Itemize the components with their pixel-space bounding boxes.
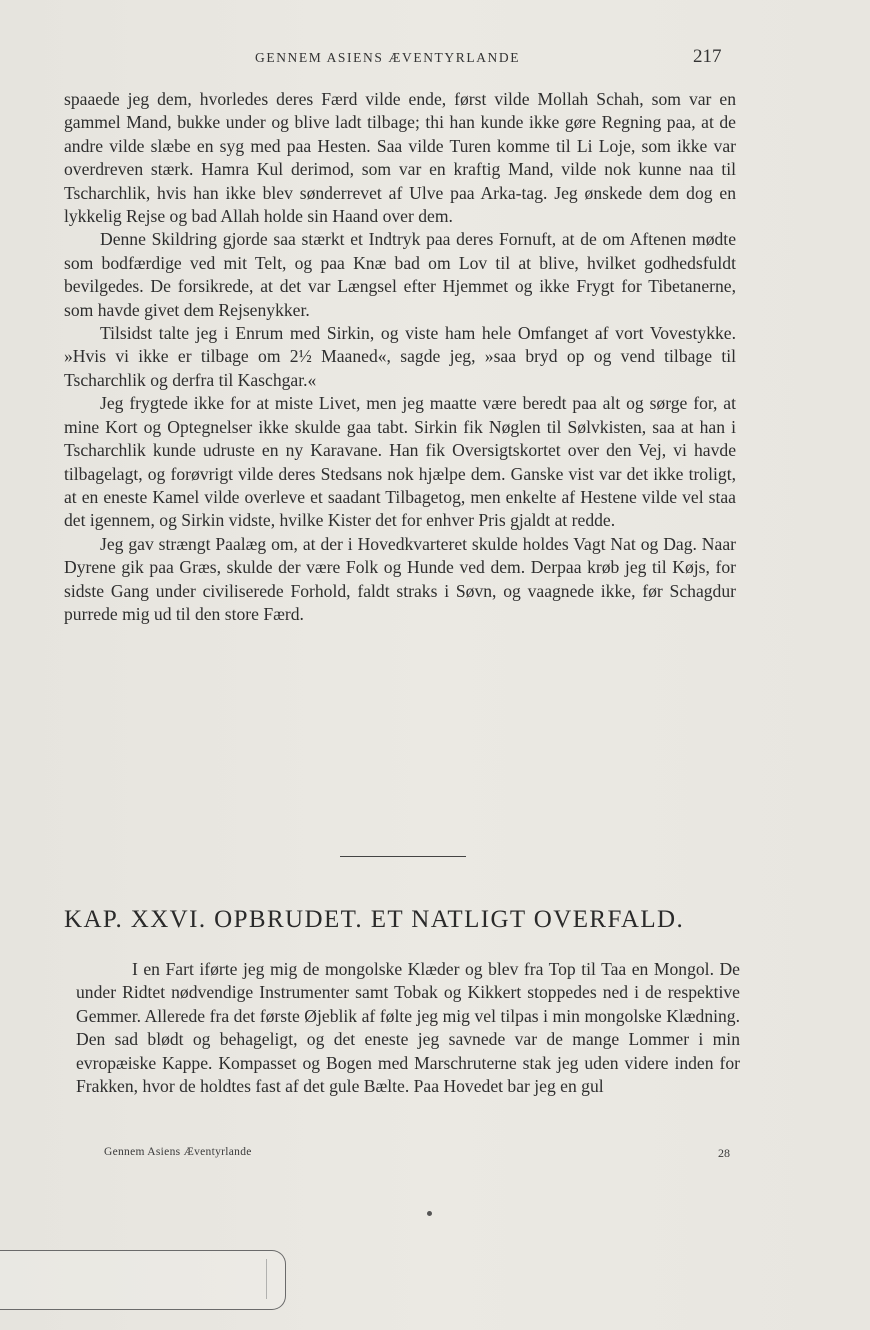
- paragraph: I en Fart iførte jeg mig de mongolske Klæder og blev fra Top til Taa en Mongol. De under Ridtet nødvendige Instrumenter samt Tobak og Kikkert stoppedes ned i de respektive Gemmer. Allerede fra det første Øjeblik af følte jeg mig vel tilpas i min mongolske Klædning. Den sad blødt og behageligt, og det eneste jeg savnede var de mange Lommer i min evropæiske Kappe. Kompasset og Bogen med Marschruterne stak jeg uden videre inden for Frakken, hvor de holdtes fast af det gule Bælte. Paa Hovedet bar jeg en gul: [76, 959, 740, 1097]
- running-head: [0, 46, 870, 70]
- signature-title: Gennem Asiens Æventyrlande: [104, 1146, 252, 1158]
- printer-signature: [0, 1146, 870, 1166]
- chapter-heading: KAP. XXVI. OPBRUDET. ET NATLIGT OVERFALD.: [64, 906, 685, 933]
- page-number: 217: [693, 46, 722, 67]
- paragraph: Jeg gav strængt Paalæg om, at der i Hovedkvarteret skulde holdes Vagt Nat og Dag. Naar Dyrene gik paa Græs, skulde der være Folk og Hunde ved dem. Derpaa krøb jeg til Køjs, for sidste Gang under civiliserede Forhold, faldt straks i Søvn, og vaagnede ikke, før Schagdur purrede mig ud til den store Færd.: [64, 533, 736, 624]
- paragraph: spaaede jeg dem, hvorledes deres Færd vilde ende, først vilde Mollah Schah, som var en gammel Mand, bukke under og blive ladt tilbage; thi han kunde ikke gøre Regning paa, at de andre vilde slæbe en syg med paa Hesten. Saa vilde Turen komme til Li Loje, som ikke var overdreven stærk. Hamra Kul derimod, som var en kraftig Mand, vilde nok kunne naa til Tscharchlik, hvis han ikke blev sønderrevet af Ulve paa Arka-tag. Jeg ønskede dem dog en lykkelig Rejse og bad Allah holde sin Haand over dem.: [64, 89, 736, 227]
- paragraph: Denne Skildring gjorde saa stærkt et Indtryk paa deres Fornuft, at de om Aftenen mødte som bodfærdige ved mit Telt, og paa Knæ bad om Lov til at blive, hvilket godhedsfuldt bevilgedes. De forsikrede, at det var Længsel efter Hjemmet og ikke Frygt for Tibetanerne, som havde givet dem Rejsenykker.: [64, 229, 736, 320]
- stamp-inner-border: [6, 1259, 267, 1299]
- chapter-text: [76, 958, 740, 1098]
- section-divider: [340, 856, 466, 857]
- paragraph: Tilsidst talte jeg i Enrum med Sirkin, og viste ham hele Omfanget af vort Vovestykke. »Hvis vi ikke er tilbage om 2½ Maaned«, sagde jeg, »saa bryd op og vend tilbage til Tscharchlik og derfra til Kaschgar.«: [64, 323, 736, 390]
- ink-dot: [427, 1211, 432, 1216]
- library-stamp: [0, 1250, 286, 1310]
- running-title: GENNEM ASIENS ÆVENTYRLANDE: [255, 50, 521, 65]
- signature-number: 28: [718, 1146, 730, 1160]
- paragraph: Jeg frygtede ikke for at miste Livet, men jeg maatte være beredt paa alt og sørge for, at mine Kort og Optegnelser ikke skulde gaa tabt. Sirkin fik Nøglen til Sølvkisten, saa at han i Tscharchlik kunde udruste en ny Karavane. Han fik Oversigtskortet over den Vej, vi havde tilbagelagt, og forøvrigt vilde deres Stedsans nok hjælpe dem. Ganske vist var det ikke troligt, at en eneste Kamel vilde overleve et saadant Tilbagetog, men enkelte af Hestene vilde vel staa det igennem, og Sirkin vidste, hvilke Kister det for enhver Pris gjaldt at redde.: [64, 393, 736, 531]
- body-text: [64, 88, 736, 626]
